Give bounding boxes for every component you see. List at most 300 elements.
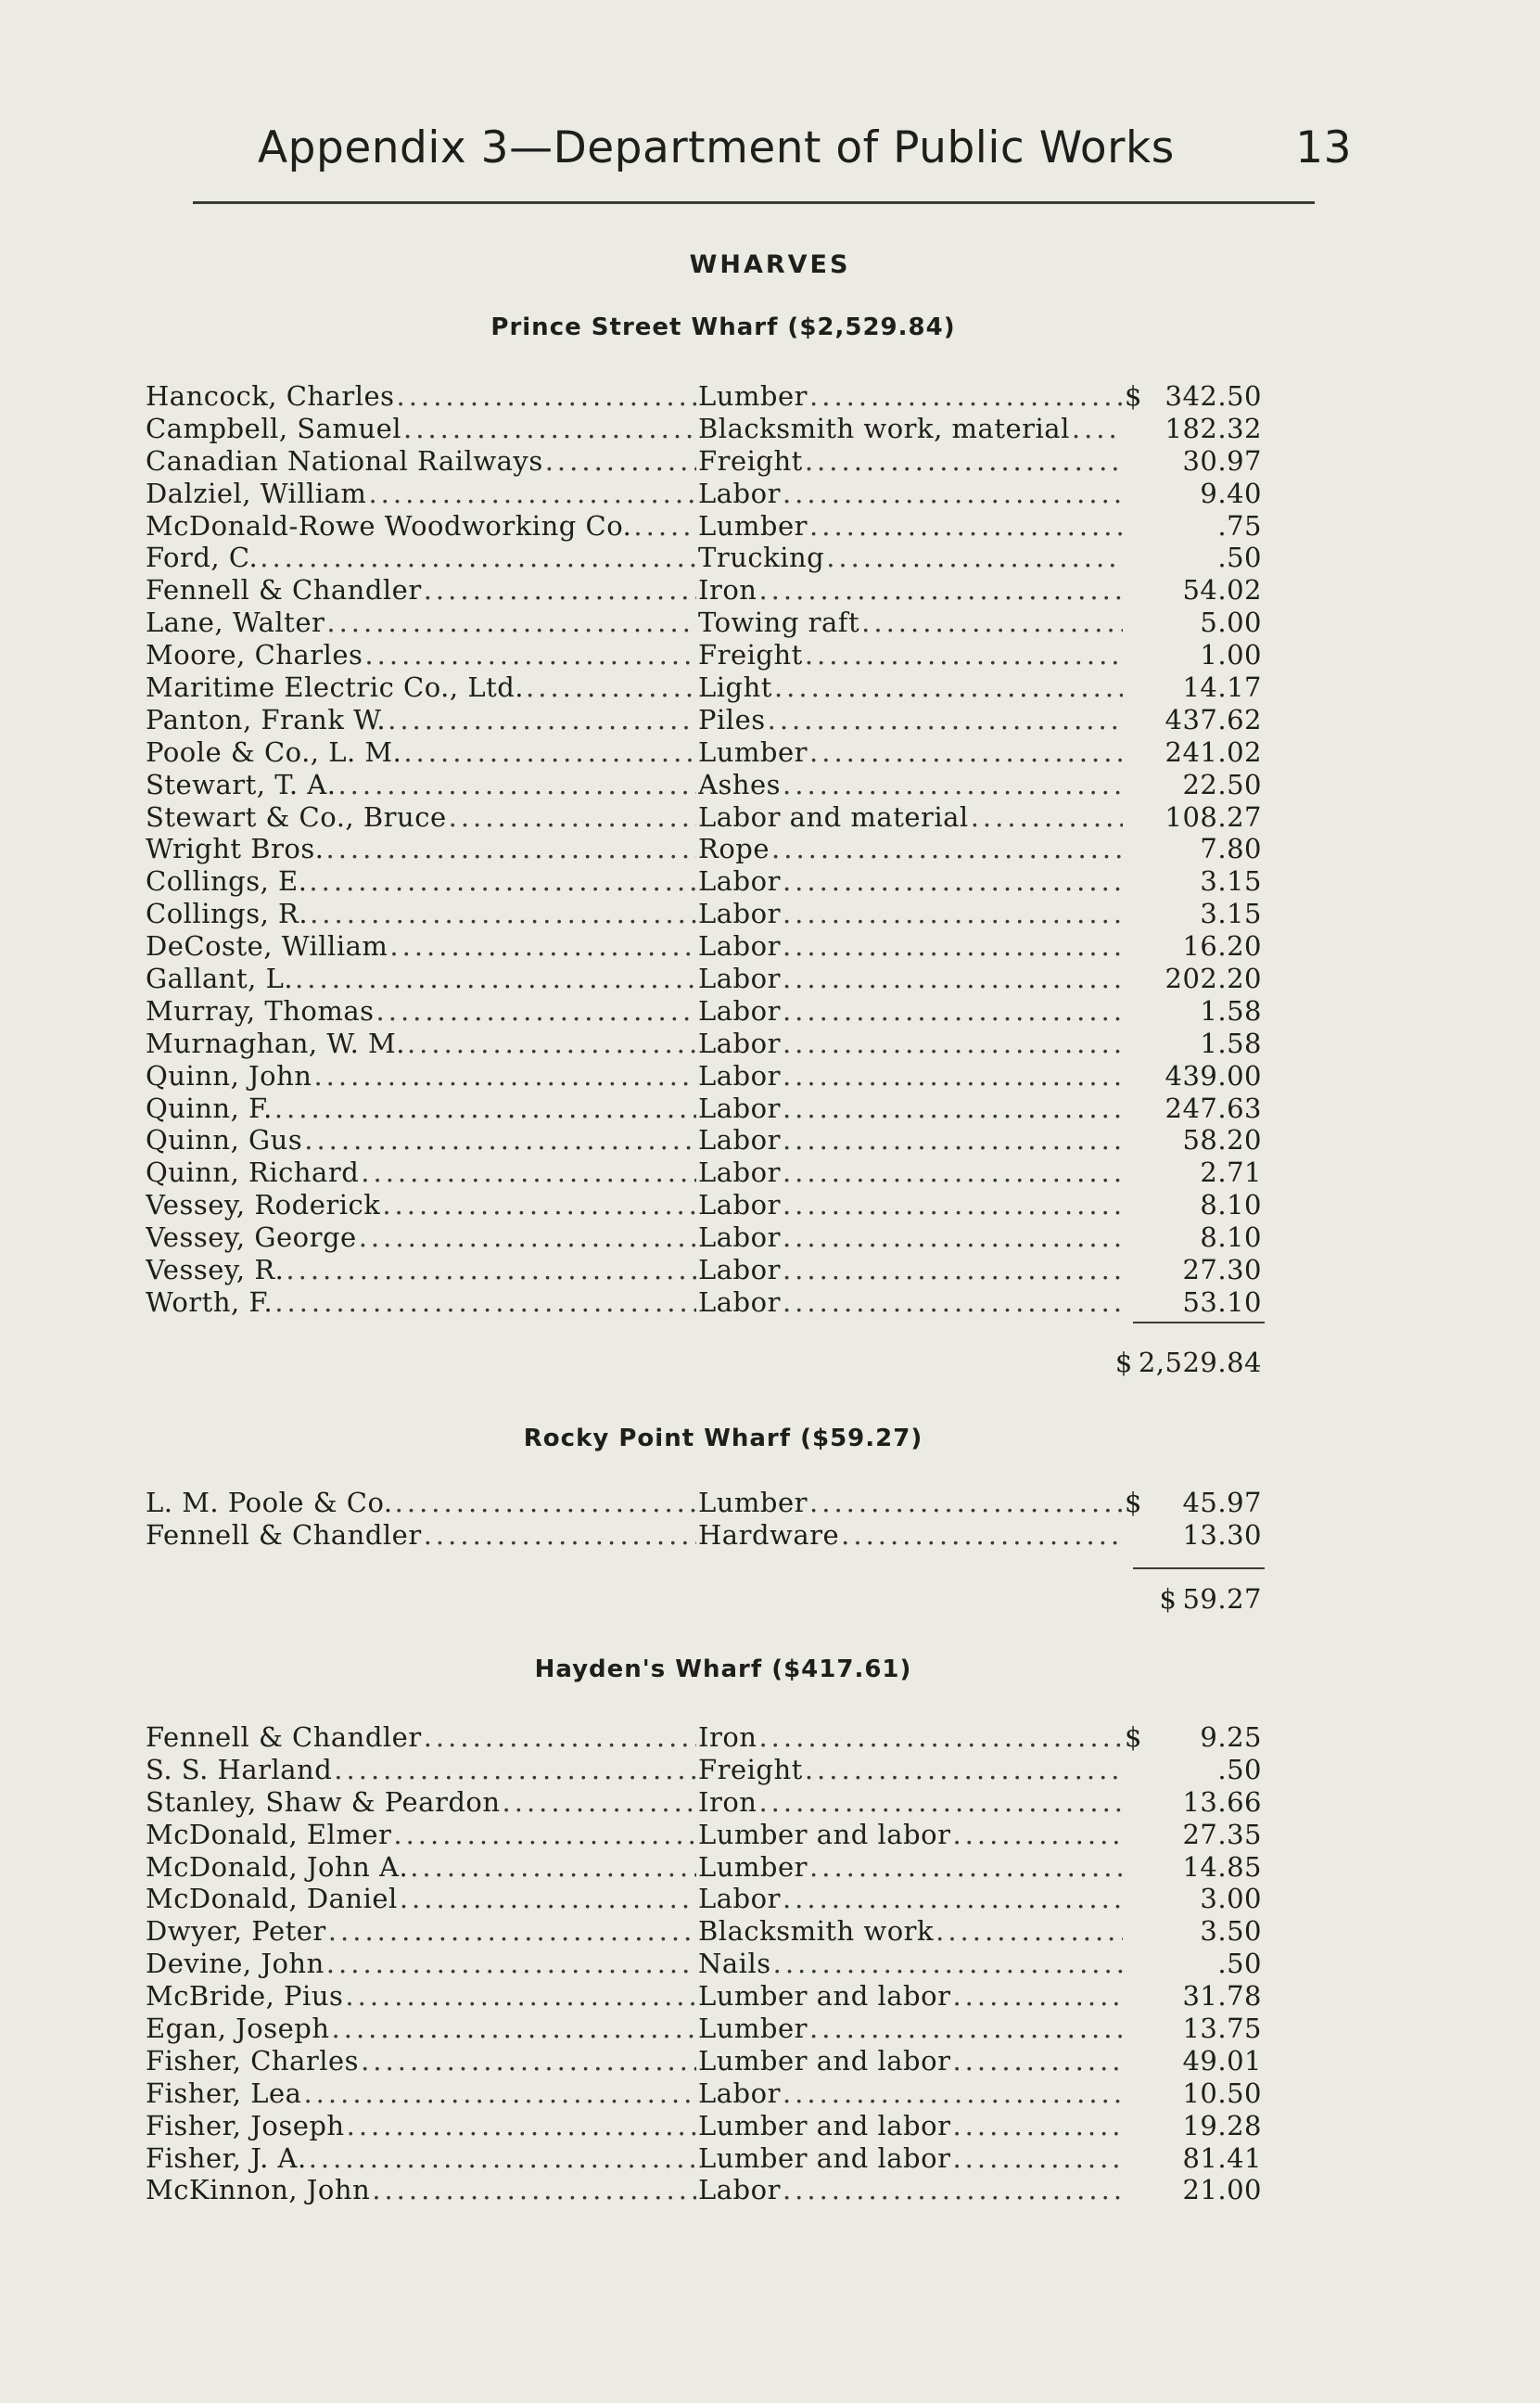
item-description: Labor — [698, 1157, 781, 1189]
description-cell — [698, 704, 1125, 736]
leader-dots — [783, 478, 1123, 510]
ledger-row — [0, 380, 1540, 413]
leader-dots — [809, 1487, 1123, 1519]
payee-name: L. M. Poole & Co. — [146, 1487, 393, 1518]
leader-dots — [861, 607, 1123, 639]
description-cell — [698, 445, 1125, 478]
description-cell — [698, 963, 1125, 995]
leader-dots — [382, 1189, 696, 1221]
leader-dots — [774, 671, 1123, 704]
leader-dots — [783, 1883, 1123, 1915]
description-cell — [698, 1286, 1125, 1319]
leader-dots — [326, 607, 696, 639]
payee-cell — [146, 1786, 698, 1819]
leader-dots — [345, 1980, 696, 2013]
amount: 13.30 — [1182, 1518, 1262, 1551]
leader-dots — [771, 833, 1123, 865]
payee-cell — [146, 542, 698, 574]
leader-dots — [334, 1754, 696, 1786]
leader-dots — [361, 2045, 696, 2077]
ledger-haydens-wharf — [0, 1721, 1540, 2206]
description-cell — [698, 574, 1125, 607]
payee-cell — [146, 963, 698, 995]
amount: 2.71 — [1200, 1157, 1262, 1189]
leader-dots — [971, 801, 1123, 834]
payee-cell — [146, 1721, 698, 1754]
payee-cell — [146, 1189, 698, 1221]
leader-dots — [361, 1157, 696, 1189]
description-cell — [698, 510, 1125, 543]
amount: 30.97 — [1182, 444, 1262, 477]
payee-cell — [146, 2077, 698, 2110]
leader-dots — [395, 1487, 696, 1519]
item-description: Freight — [698, 1753, 803, 1785]
ledger-row — [0, 736, 1540, 769]
leader-dots — [372, 2174, 696, 2206]
item-description: Blacksmith work, material — [698, 412, 1070, 444]
subsection-heading-prince-street-wharf: Prince Street Wharf ($2,529.84) — [490, 313, 956, 341]
payee-cell — [146, 1980, 698, 2013]
ledger-row — [0, 801, 1540, 834]
payee-name: McBride, Pius — [146, 1980, 344, 2013]
amount: 14.17 — [1182, 671, 1262, 704]
leader-dots — [424, 1519, 696, 1552]
ledger-row — [0, 542, 1540, 574]
amount: 27.35 — [1182, 1818, 1262, 1850]
item-description: Rope — [698, 833, 770, 865]
leader-dots — [952, 1819, 1123, 1851]
payee-name: Fisher, Charles — [146, 2044, 360, 2077]
item-description: Labor — [698, 1285, 781, 1318]
payee-cell — [146, 2110, 698, 2142]
ledger-row — [0, 1851, 1540, 1884]
amount: 81.41 — [1182, 2141, 1262, 2174]
item-description: Lumber — [698, 735, 808, 768]
leader-dots — [783, 995, 1123, 1028]
item-description: Labor — [698, 1254, 781, 1286]
leader-dots — [403, 413, 696, 445]
description-cell — [698, 639, 1125, 671]
leader-dots — [783, 898, 1123, 930]
amount: 13.75 — [1182, 2013, 1262, 2045]
leader-dots — [768, 704, 1123, 736]
payee-cell — [146, 736, 698, 769]
leader-dots — [809, 736, 1123, 769]
ledger-row — [0, 574, 1540, 607]
item-description: Hardware — [698, 1518, 840, 1551]
description-cell — [698, 1915, 1125, 1948]
item-description: Freight — [698, 444, 803, 477]
leader-dots — [407, 1028, 696, 1060]
ledger-row — [0, 1286, 1540, 1319]
item-description: Lumber and labor — [698, 2141, 951, 2174]
payee-cell — [146, 1157, 698, 1189]
description-cell — [698, 898, 1125, 930]
item-description: Trucking — [698, 542, 825, 574]
leader-dots — [397, 380, 696, 413]
leader-dots — [783, 1254, 1123, 1286]
item-description: Labor — [698, 477, 781, 509]
leader-dots — [410, 1851, 696, 1884]
ledger-row — [0, 671, 1540, 704]
description-cell — [698, 1721, 1125, 1754]
ledger-row — [0, 833, 1540, 865]
ledger-row — [0, 898, 1540, 930]
payee-name: Quinn, F. — [146, 1092, 273, 1124]
leader-dots — [503, 1786, 696, 1819]
leader-dots — [304, 1124, 696, 1157]
payee-cell — [146, 380, 698, 413]
ledger-row — [0, 1819, 1540, 1851]
description-cell — [698, 478, 1125, 510]
amount: 3.15 — [1200, 898, 1262, 930]
dollar-sign: $ — [1125, 1487, 1142, 1518]
leader-dots — [328, 1915, 696, 1948]
ledger-row — [0, 607, 1540, 639]
ledger-row — [0, 1221, 1540, 1254]
payee-name: Dwyer, Peter — [146, 1915, 326, 1948]
leader-dots — [952, 1980, 1123, 2013]
description-cell — [698, 1519, 1125, 1552]
leader-dots — [783, 963, 1123, 995]
leader-dots — [809, 1851, 1123, 1884]
payee-name: Stewart, T. A. — [146, 768, 337, 800]
amount: 182.32 — [1165, 412, 1262, 444]
payee-name: Murray, Thomas — [146, 994, 375, 1027]
ledger-row — [0, 510, 1540, 543]
leader-dots — [376, 995, 696, 1028]
description-cell — [698, 1254, 1125, 1286]
leader-dots — [526, 671, 696, 704]
description-cell — [698, 2045, 1125, 2077]
payee-name: Lane, Walter — [146, 607, 325, 639]
payee-cell — [146, 995, 698, 1028]
leader-dots — [359, 1221, 696, 1254]
header-rule — [193, 201, 1315, 204]
payee-cell — [146, 1754, 698, 1786]
ledger-row — [0, 1915, 1540, 1948]
description-cell — [698, 380, 1125, 413]
leader-dots — [805, 1754, 1123, 1786]
payee-cell — [146, 865, 698, 898]
payee-name: Vessey, George — [146, 1221, 357, 1254]
description-cell — [698, 1851, 1125, 1884]
payee-cell — [146, 704, 698, 736]
item-description: Nails — [698, 1948, 771, 1980]
description-cell — [698, 542, 1125, 574]
payee-cell — [146, 930, 698, 963]
amount: 3.15 — [1200, 865, 1262, 898]
amount: 342.50 — [1165, 380, 1262, 412]
item-description: Labor — [698, 994, 781, 1027]
payee-cell — [146, 1883, 698, 1915]
payee-name: Fisher, J. A. — [146, 2141, 307, 2174]
payee-cell — [146, 769, 698, 801]
amount: 1.58 — [1200, 1027, 1262, 1059]
payee-name: Fisher, Joseph — [146, 2109, 345, 2141]
amount: 13.66 — [1182, 1785, 1262, 1818]
payee-name: Gallant, L. — [146, 963, 294, 995]
leader-dots — [783, 1060, 1123, 1093]
amount: 437.62 — [1165, 703, 1262, 735]
page-number: 13 — [1295, 122, 1352, 173]
description-cell — [698, 1487, 1125, 1519]
item-description: Ashes — [698, 768, 782, 800]
leader-dots — [313, 1060, 696, 1093]
leader-dots — [545, 445, 696, 478]
ledger-row — [0, 2045, 1540, 2077]
item-description: Labor — [698, 1883, 781, 1915]
leader-dots — [303, 2077, 696, 2110]
payee-cell — [146, 801, 698, 834]
amount: 3.00 — [1200, 1883, 1262, 1915]
ledger-row — [0, 2013, 1540, 2045]
ledger-prince-street-wharf — [0, 380, 1540, 1319]
item-description: Labor — [698, 865, 781, 898]
amount: .75 — [1217, 509, 1262, 542]
leader-dots — [274, 1286, 696, 1319]
leader-dots — [783, 1093, 1123, 1125]
description-cell — [698, 1980, 1125, 2013]
payee-name: Collings, E. — [146, 865, 308, 898]
ledger-row — [0, 1028, 1540, 1060]
ledger-row — [0, 2174, 1540, 2206]
leader-dots — [347, 2110, 696, 2142]
amount: 49.01 — [1182, 2044, 1262, 2077]
ledger-row — [0, 1786, 1540, 1819]
total-amount: 2,529.84 — [1138, 1347, 1262, 1378]
description-cell — [698, 2013, 1125, 2045]
leader-dots — [783, 769, 1123, 801]
description-cell — [698, 865, 1125, 898]
amount: .50 — [1217, 1948, 1262, 1980]
dollar-sign: $ — [1125, 380, 1142, 412]
ledger-row — [0, 704, 1540, 736]
leader-dots — [449, 801, 696, 834]
payee-name: Stanley, Shaw & Peardon — [146, 1785, 501, 1818]
ledger-row — [0, 1157, 1540, 1189]
leader-dots — [633, 510, 696, 543]
payee-cell — [146, 671, 698, 704]
payee-name: Quinn, John — [146, 1059, 312, 1092]
amount: 31.78 — [1182, 1980, 1262, 2013]
ledger-row — [0, 1883, 1540, 1915]
leader-dots — [783, 2174, 1123, 2206]
amount: 22.50 — [1182, 768, 1262, 800]
leader-dots — [274, 1093, 696, 1125]
total-amount: 59.27 — [1182, 1583, 1262, 1615]
leader-dots — [758, 1721, 1123, 1754]
leader-dots — [326, 833, 697, 865]
leader-dots — [952, 2045, 1123, 2077]
item-description: Labor — [698, 2174, 781, 2206]
leader-dots — [783, 930, 1123, 963]
payee-name: Vessey, R. — [146, 1254, 285, 1286]
amount: 21.00 — [1182, 2174, 1262, 2206]
payee-cell — [146, 2174, 698, 2206]
item-description: Lumber — [698, 1487, 808, 1518]
item-description: Lumber — [698, 509, 808, 542]
leader-dots — [773, 1948, 1123, 1980]
description-cell — [698, 671, 1125, 704]
item-description: Labor — [698, 930, 781, 963]
ledger-row — [0, 1519, 1540, 1552]
amount: .50 — [1217, 542, 1262, 574]
amount: 19.28 — [1182, 2109, 1262, 2141]
description-cell — [698, 736, 1125, 769]
description-cell — [698, 930, 1125, 963]
ledger-row — [0, 1754, 1540, 1786]
payee-name: McKinnon, John — [146, 2174, 371, 2206]
payee-cell — [146, 1060, 698, 1093]
amount: 14.85 — [1182, 1850, 1262, 1883]
amount: 1.58 — [1200, 994, 1262, 1027]
leader-dots — [783, 1221, 1123, 1254]
leader-dots — [805, 639, 1123, 671]
leader-dots — [424, 1721, 696, 1754]
description-cell — [698, 2174, 1125, 2206]
item-description: Lumber and labor — [698, 2109, 951, 2141]
section-total — [1076, 1583, 1262, 1615]
description-cell — [698, 995, 1125, 1028]
payee-name: Poole & Co., L. M. — [146, 735, 402, 768]
ledger-row — [0, 2110, 1540, 2142]
payee-cell — [146, 1948, 698, 1980]
item-description: Lumber and labor — [698, 1980, 951, 2013]
item-description: Lumber and labor — [698, 2044, 951, 2077]
ledger-row — [0, 1124, 1540, 1157]
payee-name: Stewart & Co., Bruce — [146, 800, 447, 833]
payee-name: McDonald, John A. — [146, 1850, 409, 1883]
item-description: Lumber — [698, 1850, 808, 1883]
payee-cell — [146, 898, 698, 930]
ledger-row — [0, 445, 1540, 478]
payee-name: Canadian National Railways — [146, 444, 543, 477]
ledger-row — [0, 930, 1540, 963]
leader-dots — [393, 1819, 696, 1851]
ledger-row — [0, 413, 1540, 445]
leader-dots — [783, 2077, 1123, 2110]
description-cell — [698, 833, 1125, 865]
leader-dots — [310, 898, 696, 930]
ledger-rocky-point-wharf — [0, 1487, 1540, 1552]
ledger-row — [0, 1487, 1540, 1519]
leader-dots — [400, 1883, 696, 1915]
payee-name: S. S. Harland — [146, 1753, 333, 1785]
leader-dots — [783, 865, 1123, 898]
payee-cell — [146, 2045, 698, 2077]
leader-dots — [260, 542, 696, 574]
item-description: Labor — [698, 1027, 781, 1059]
payee-cell — [146, 607, 698, 639]
amount: 54.02 — [1182, 574, 1262, 607]
amount: 53.10 — [1182, 1285, 1262, 1318]
ledger-row — [0, 478, 1540, 510]
amount: .50 — [1217, 1753, 1262, 1785]
leader-dots — [783, 1189, 1123, 1221]
payee-cell — [146, 833, 698, 865]
description-cell — [698, 2077, 1125, 2110]
description-cell — [698, 1028, 1125, 1060]
payee-name: Egan, Joseph — [146, 2013, 330, 2045]
leader-dots — [935, 1915, 1123, 1948]
leader-dots — [326, 1948, 696, 1980]
ledger-row — [0, 1060, 1540, 1093]
description-cell — [698, 1221, 1125, 1254]
leader-dots — [286, 1254, 696, 1286]
item-description: Lumber — [698, 2013, 808, 2045]
payee-cell — [146, 1221, 698, 1254]
leader-dots — [809, 510, 1123, 543]
leader-dots — [424, 574, 696, 607]
ledger-row — [0, 963, 1540, 995]
running-title: Appendix 3—Department of Public Works — [258, 122, 1175, 173]
ledger-row — [0, 1093, 1540, 1125]
ledger-row — [0, 995, 1540, 1028]
description-cell — [698, 1883, 1125, 1915]
payee-cell — [146, 1519, 698, 1552]
payee-cell — [146, 1286, 698, 1319]
leader-dots — [758, 574, 1123, 607]
item-description: Labor — [698, 1189, 781, 1221]
ledger-row — [0, 2077, 1540, 2110]
amount: 1.00 — [1200, 639, 1262, 671]
leader-dots — [952, 2142, 1123, 2175]
payee-name: Worth, F. — [146, 1285, 274, 1318]
payee-name: McDonald-Rowe Woodworking Co. — [146, 509, 632, 542]
section-total — [1076, 1347, 1262, 1378]
item-description: Labor — [698, 2077, 781, 2109]
item-description: Labor — [698, 1221, 781, 1254]
amount: 8.10 — [1200, 1221, 1262, 1254]
leader-dots — [389, 930, 696, 963]
description-cell — [698, 2110, 1125, 2142]
payee-cell — [146, 445, 698, 478]
ledger-row — [0, 865, 1540, 898]
payee-name: Wright Bros. — [146, 833, 325, 865]
leader-dots — [805, 445, 1123, 478]
item-description: Light — [698, 671, 772, 704]
amount: 58.20 — [1182, 1124, 1262, 1157]
payee-name: McDonald, Elmer — [146, 1818, 392, 1850]
payee-name: Moore, Charles — [146, 639, 363, 671]
ledger-row — [0, 1254, 1540, 1286]
item-description: Iron — [698, 1785, 757, 1818]
amount: 241.02 — [1165, 735, 1262, 768]
payee-cell — [146, 1487, 698, 1519]
payee-cell — [146, 639, 698, 671]
amount: 16.20 — [1182, 930, 1262, 963]
payee-cell — [146, 1124, 698, 1157]
item-description: Labor — [698, 1092, 781, 1124]
description-cell — [698, 2142, 1125, 2175]
amount: 27.30 — [1182, 1254, 1262, 1286]
amount: 45.97 — [1182, 1487, 1262, 1518]
total-dollar-sign: $ — [1159, 1583, 1177, 1615]
description-cell — [698, 1786, 1125, 1819]
amount: 247.63 — [1165, 1092, 1262, 1124]
leader-dots — [783, 1286, 1123, 1319]
description-cell — [698, 413, 1125, 445]
ledger-row — [0, 1189, 1540, 1221]
payee-name: Devine, John — [146, 1948, 325, 1980]
item-description: Labor — [698, 1124, 781, 1157]
ledger-row — [0, 639, 1540, 671]
leader-dots — [826, 542, 1123, 574]
subsection-heading-rocky-point-wharf: Rocky Point Wharf ($59.27) — [523, 1425, 923, 1452]
payee-name: Fennell & Chandler — [146, 1721, 422, 1753]
amount: 10.50 — [1182, 2077, 1262, 2109]
